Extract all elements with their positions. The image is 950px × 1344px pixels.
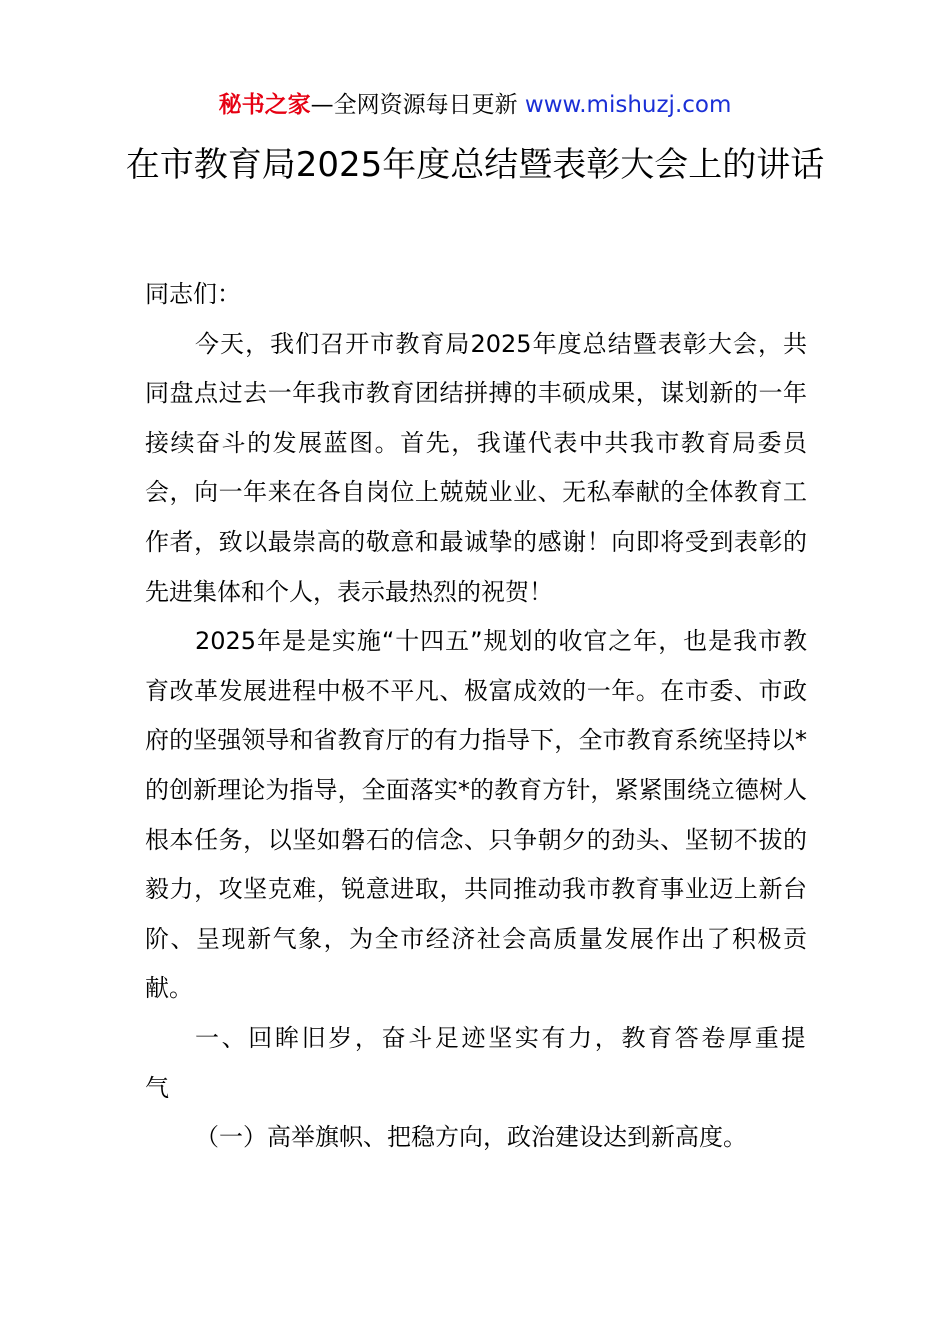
paragraph-opening: 今天，我们召开市教育局2025年度总结暨表彰大会，共同盘点过去一年我市教育团结拼搏的丰硕成果，谋划新的一年接续奋斗的发展蓝图。首先，我谨代表中共我市教育局委员会，向一年来在各自岗位上兢兢业业、无私奉献的全体教育工作者，致以最崇高的敬意和最诚挚的感谢！向即将受到表彰的先进集体和个人，表示最热烈的祝贺！: [145, 329, 807, 606]
section-heading: 一、回眸旧岁，奋斗足迹坚实有力，教育答卷厚重提气: [145, 1023, 807, 1102]
brand-name: 秘书之家: [218, 92, 311, 118]
site-header: [0, 88, 950, 122]
site-tagline: —全网资源每日更新: [310, 92, 525, 118]
paragraph-review: 2025年是是实施“十四五”规划的收官之年，也是我市教育改革发展进程中极不平凡、极富成效的一年。在市委、市政府的坚强领导和省教育厅的有力指导下，全市教育系统坚持以*的创新理论为指导，全面落实*的教育方针，紧紧围绕立德树人根本任务，以坚如磐石的信念、只争朝夕的劲头、坚韧不拔的毅力，攻坚克难，锐意进取，共同推动我市教育事业迈上新台阶、呈现新气象，为全市经济社会高质量发展作出了积极贡献。: [145, 627, 807, 1003]
site-url-link[interactable]: www.mishuzj.com: [524, 92, 732, 118]
subsection-heading: （一）高举旗帜、把稳方向，政治建设达到新高度。: [195, 1123, 747, 1152]
salutation: 同志们：: [145, 280, 241, 308]
document-title: 在市教育局2025年度总结暨表彰大会上的讲话: [125, 145, 825, 185]
document-body: [145, 270, 807, 1163]
